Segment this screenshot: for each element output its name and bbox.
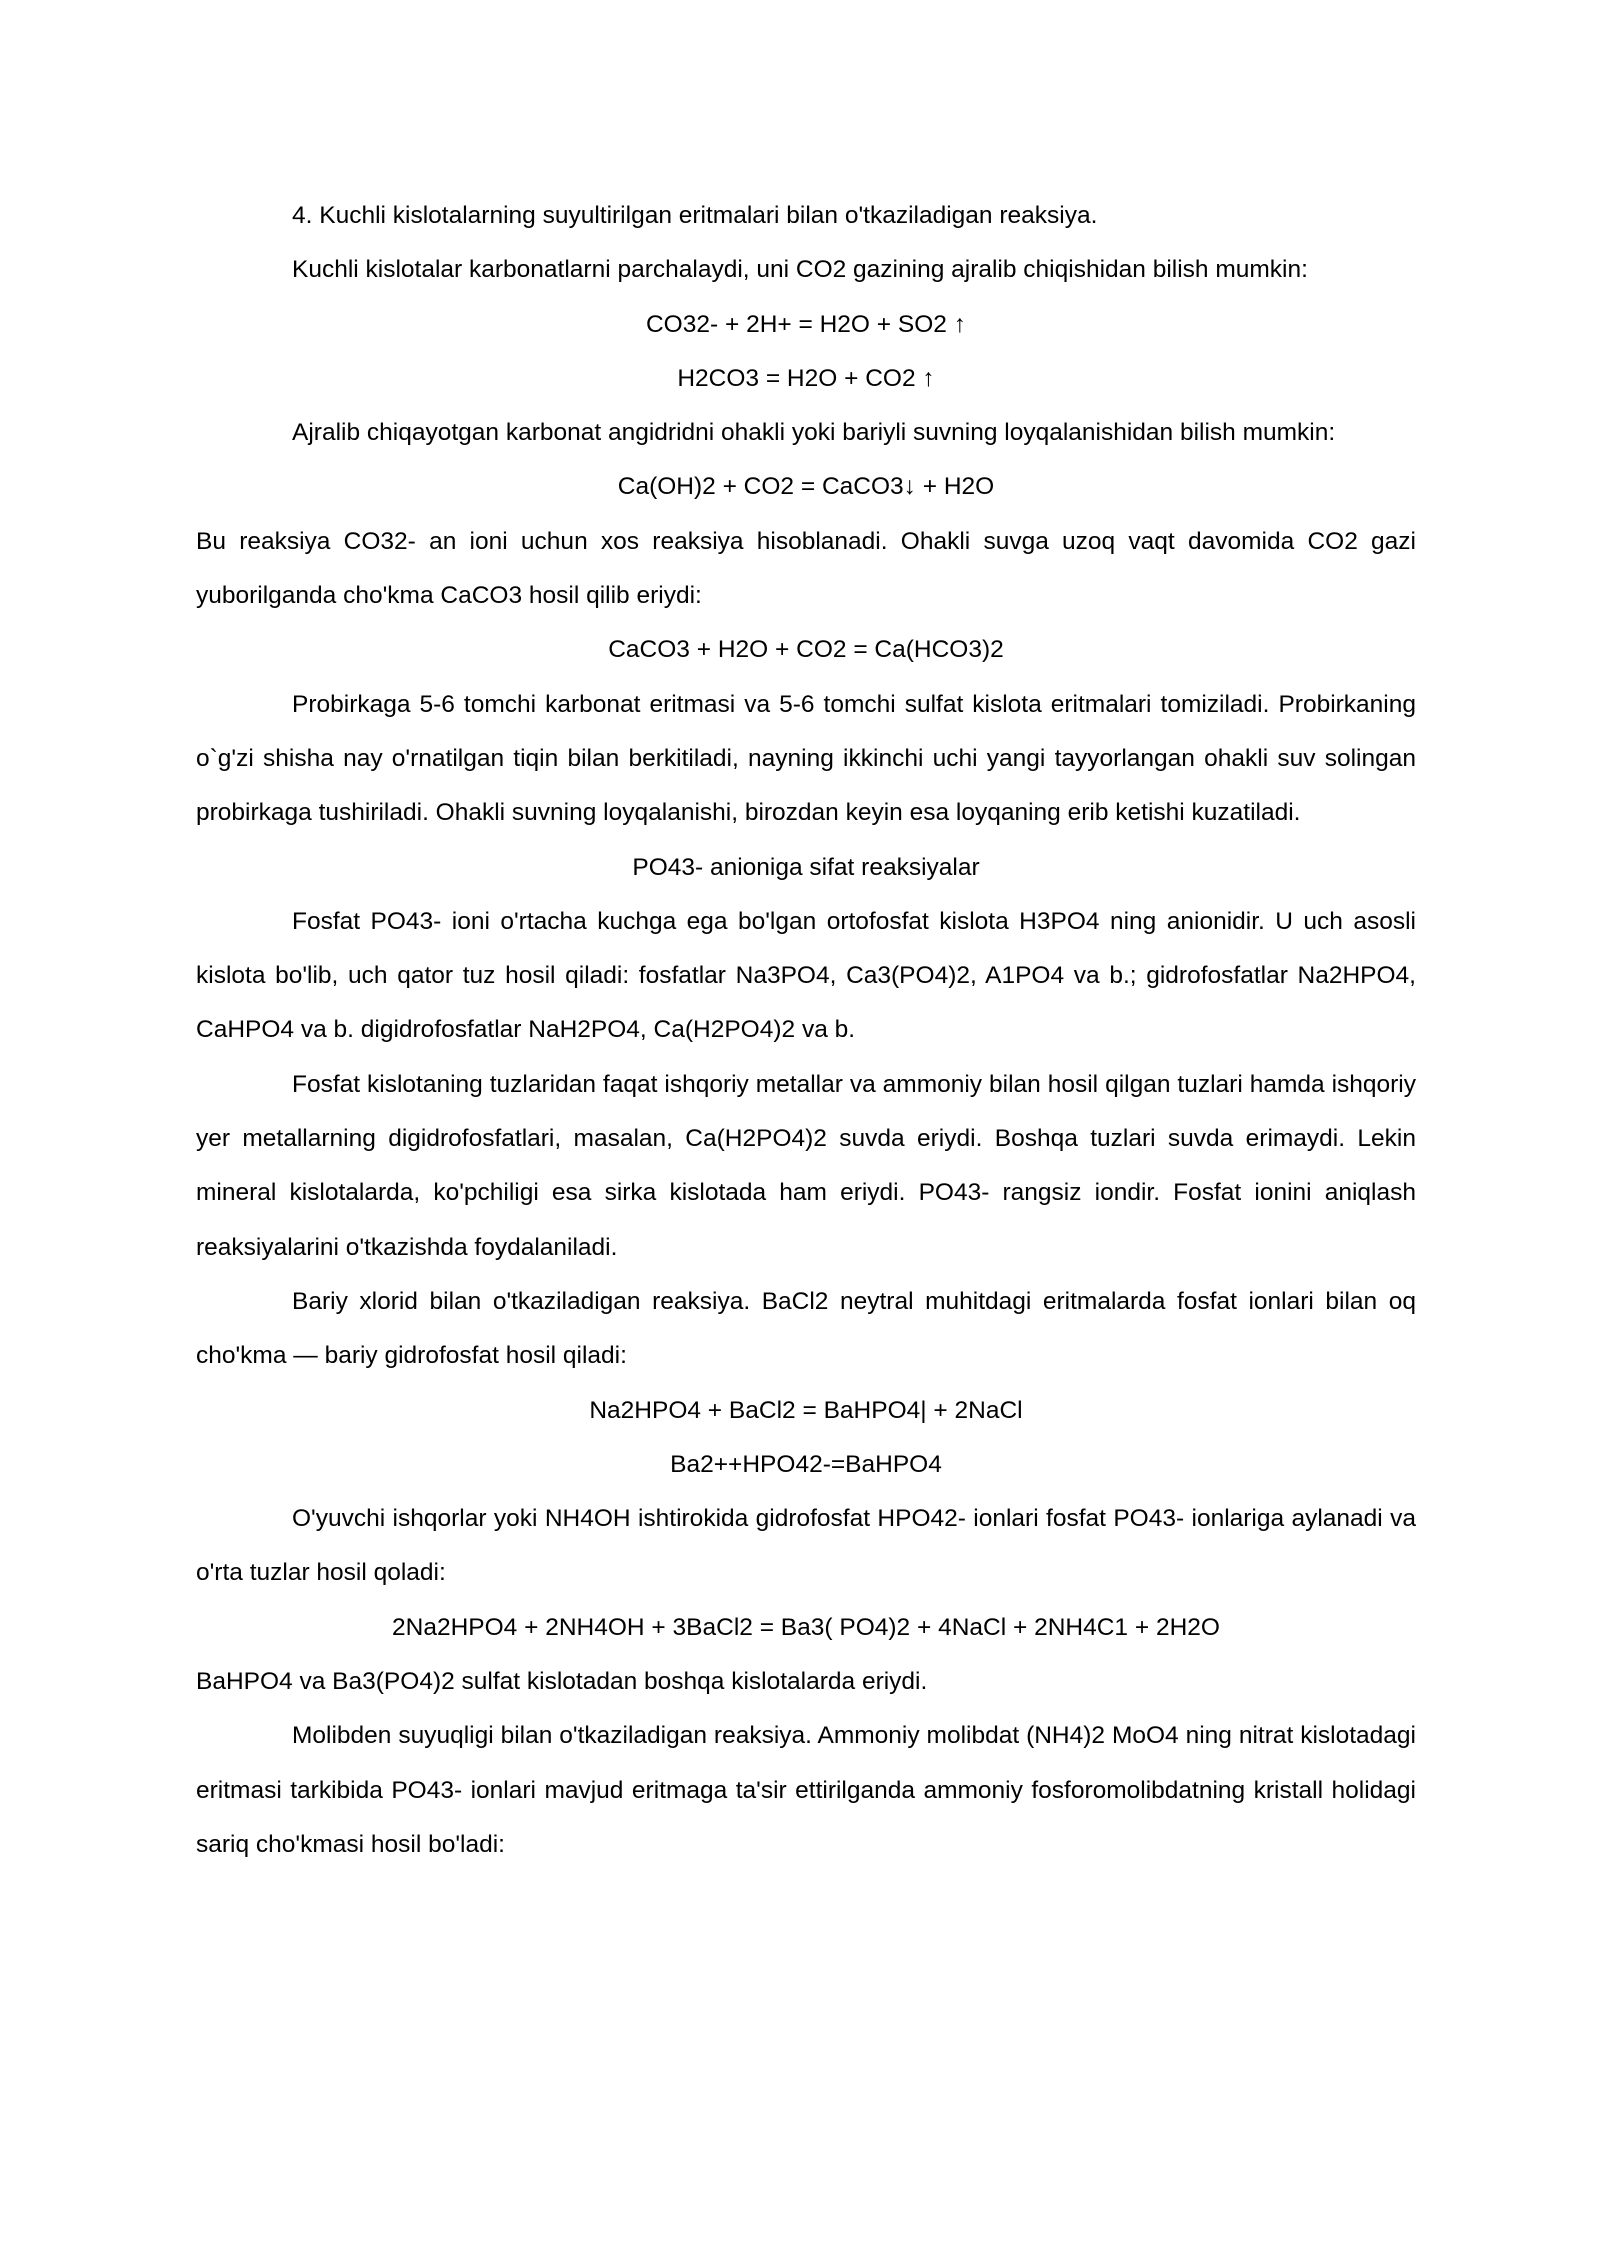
paragraph: Kuchli kislotalar karbonatlarni parchalaydi, uni CO2 gazining ajralib chiqishidan bilish mumkin: [292, 256, 1308, 284]
equation: Na2HPO4 + BaCl2 = BaHPO4| + 2NaCl [589, 1396, 1023, 1424]
paragraph: Bariy xlorid bilan o'tkaziladigan reaksiya. BaCl2 neytral muhitdagi eritmalarda fosfat ionlari bilan oq cho'kma — bariy gidrofosfat hosil qiladi: [196, 1287, 1416, 1370]
paragraph: Bu reaksiya CO32- an ioni uchun xos reaksiya hisoblanadi. Ohakli suvga uzoq vaqt davomida CO2 gazi yuborilganda cho'kma CaCO3 hosil qilib eriydi: [196, 527, 1416, 610]
paragraph: Probirkaga 5-6 tomchi karbonat eritmasi va 5-6 tomchi sulfat kislota eritmalari tomiziladi. Probirkaning o`g'zi shisha nay o'rnatilgan tiqin bilan berkitiladi, nayning ikkinchi uchi yangi tayyorlangan ohakli suv solingan probirkaga tushiriladi. Ohakli suvning loyqalanishi, birozdan keyin esa loyqaning erib ketishi kuzatiladi. [196, 690, 1416, 827]
equation: CO32- + 2H+ = H2O + SO2 ↑ [645, 310, 966, 338]
section-heading: PO43- anioniga sifat reaksiyalar [632, 853, 980, 881]
equation: Ca(OH)2 + CO2 = CaCO3↓ + H2O [617, 473, 995, 501]
paragraph: 4. Kuchli kislotalarning suyultirilgan eritmalari bilan o'tkaziladigan reaksiya. [292, 202, 1098, 229]
paragraph: O'yuvchi ishqorlar yoki NH4OH ishtirokida gidrofosfat HPO42- ionlari fosfat PO43- ionlariga aylanadi va o'rta tuzlar hosil qoladi: [196, 1505, 1416, 1587]
equation: H2CO3 = H2O + CO2 ↑ [677, 364, 935, 392]
paragraph: Fosfat kislotaning tuzlaridan faqat ishqoriy metallar va ammoniy bilan hosil qilgan tuzlari hamda ishqoriy yer metallarning digidrofosfatlari, masalan, Ca(H2PO4)2 suvda eriydi. Boshqa tuzlari suvda erimaydi. Lekin mineral kislotalarda, ko'pchiligi esa sirka kislotada ham eriydi. PO43- rangsiz iondir. Fosfat ionini aniqlash reaksiyalarini o'tkazishda foydalaniladi. [196, 1070, 1416, 1261]
paragraph: BaHPO4 va Ba3(PO4)2 sulfat kislotadan boshqa kislotalarda eriydi. [196, 1668, 928, 1696]
equation: CaCO3 + H2O + CO2 = Ca(HCO3)2 [608, 636, 1004, 664]
paragraph: Molibden suyuqligi bilan o'tkaziladigan reaksiya. Ammoniy molibdat (NH4)2 MoO4 ning nitrat kislotadagi eritmasi tarkibida PO43- ionlari mavjud eritmaga ta'sir ettirilganda ammoniy fosforomolibdatning kristall holidagi sariq cho'kmasi hosil bo'ladi: [196, 1722, 1416, 1858]
paragraph: Ajralib chiqayotgan karbonat angidridni ohakli yoki bariyli suvning loyqalanishidan bilish mumkin: [292, 419, 1336, 447]
paragraph: Fosfat PO43- ioni o'rtacha kuchga ega bo'lgan ortofosfat kislota H3PO4 ning anionidir. U uch asosli kislota bo'lib, uch qator tuz hosil qiladi: fosfatlar Na3PO4, Ca3(PO4)2, A1PO4 va b.; gidrofosfatlar Na2HPO4, CaHPO4 va b. digidrofosfatlar NaH2PO4, Ca(H2PO4)2 va b. [196, 907, 1416, 1044]
equation: Ba2++HPO42-=BaHPO4 [670, 1450, 942, 1478]
equation: 2Na2HPO4 + 2NH4OH + 3BaCl2 = Ba3( PO4)2 + 4NaCl + 2NH4C1 + 2H2O [392, 1613, 1220, 1641]
document-body [196, 189, 1416, 1872]
